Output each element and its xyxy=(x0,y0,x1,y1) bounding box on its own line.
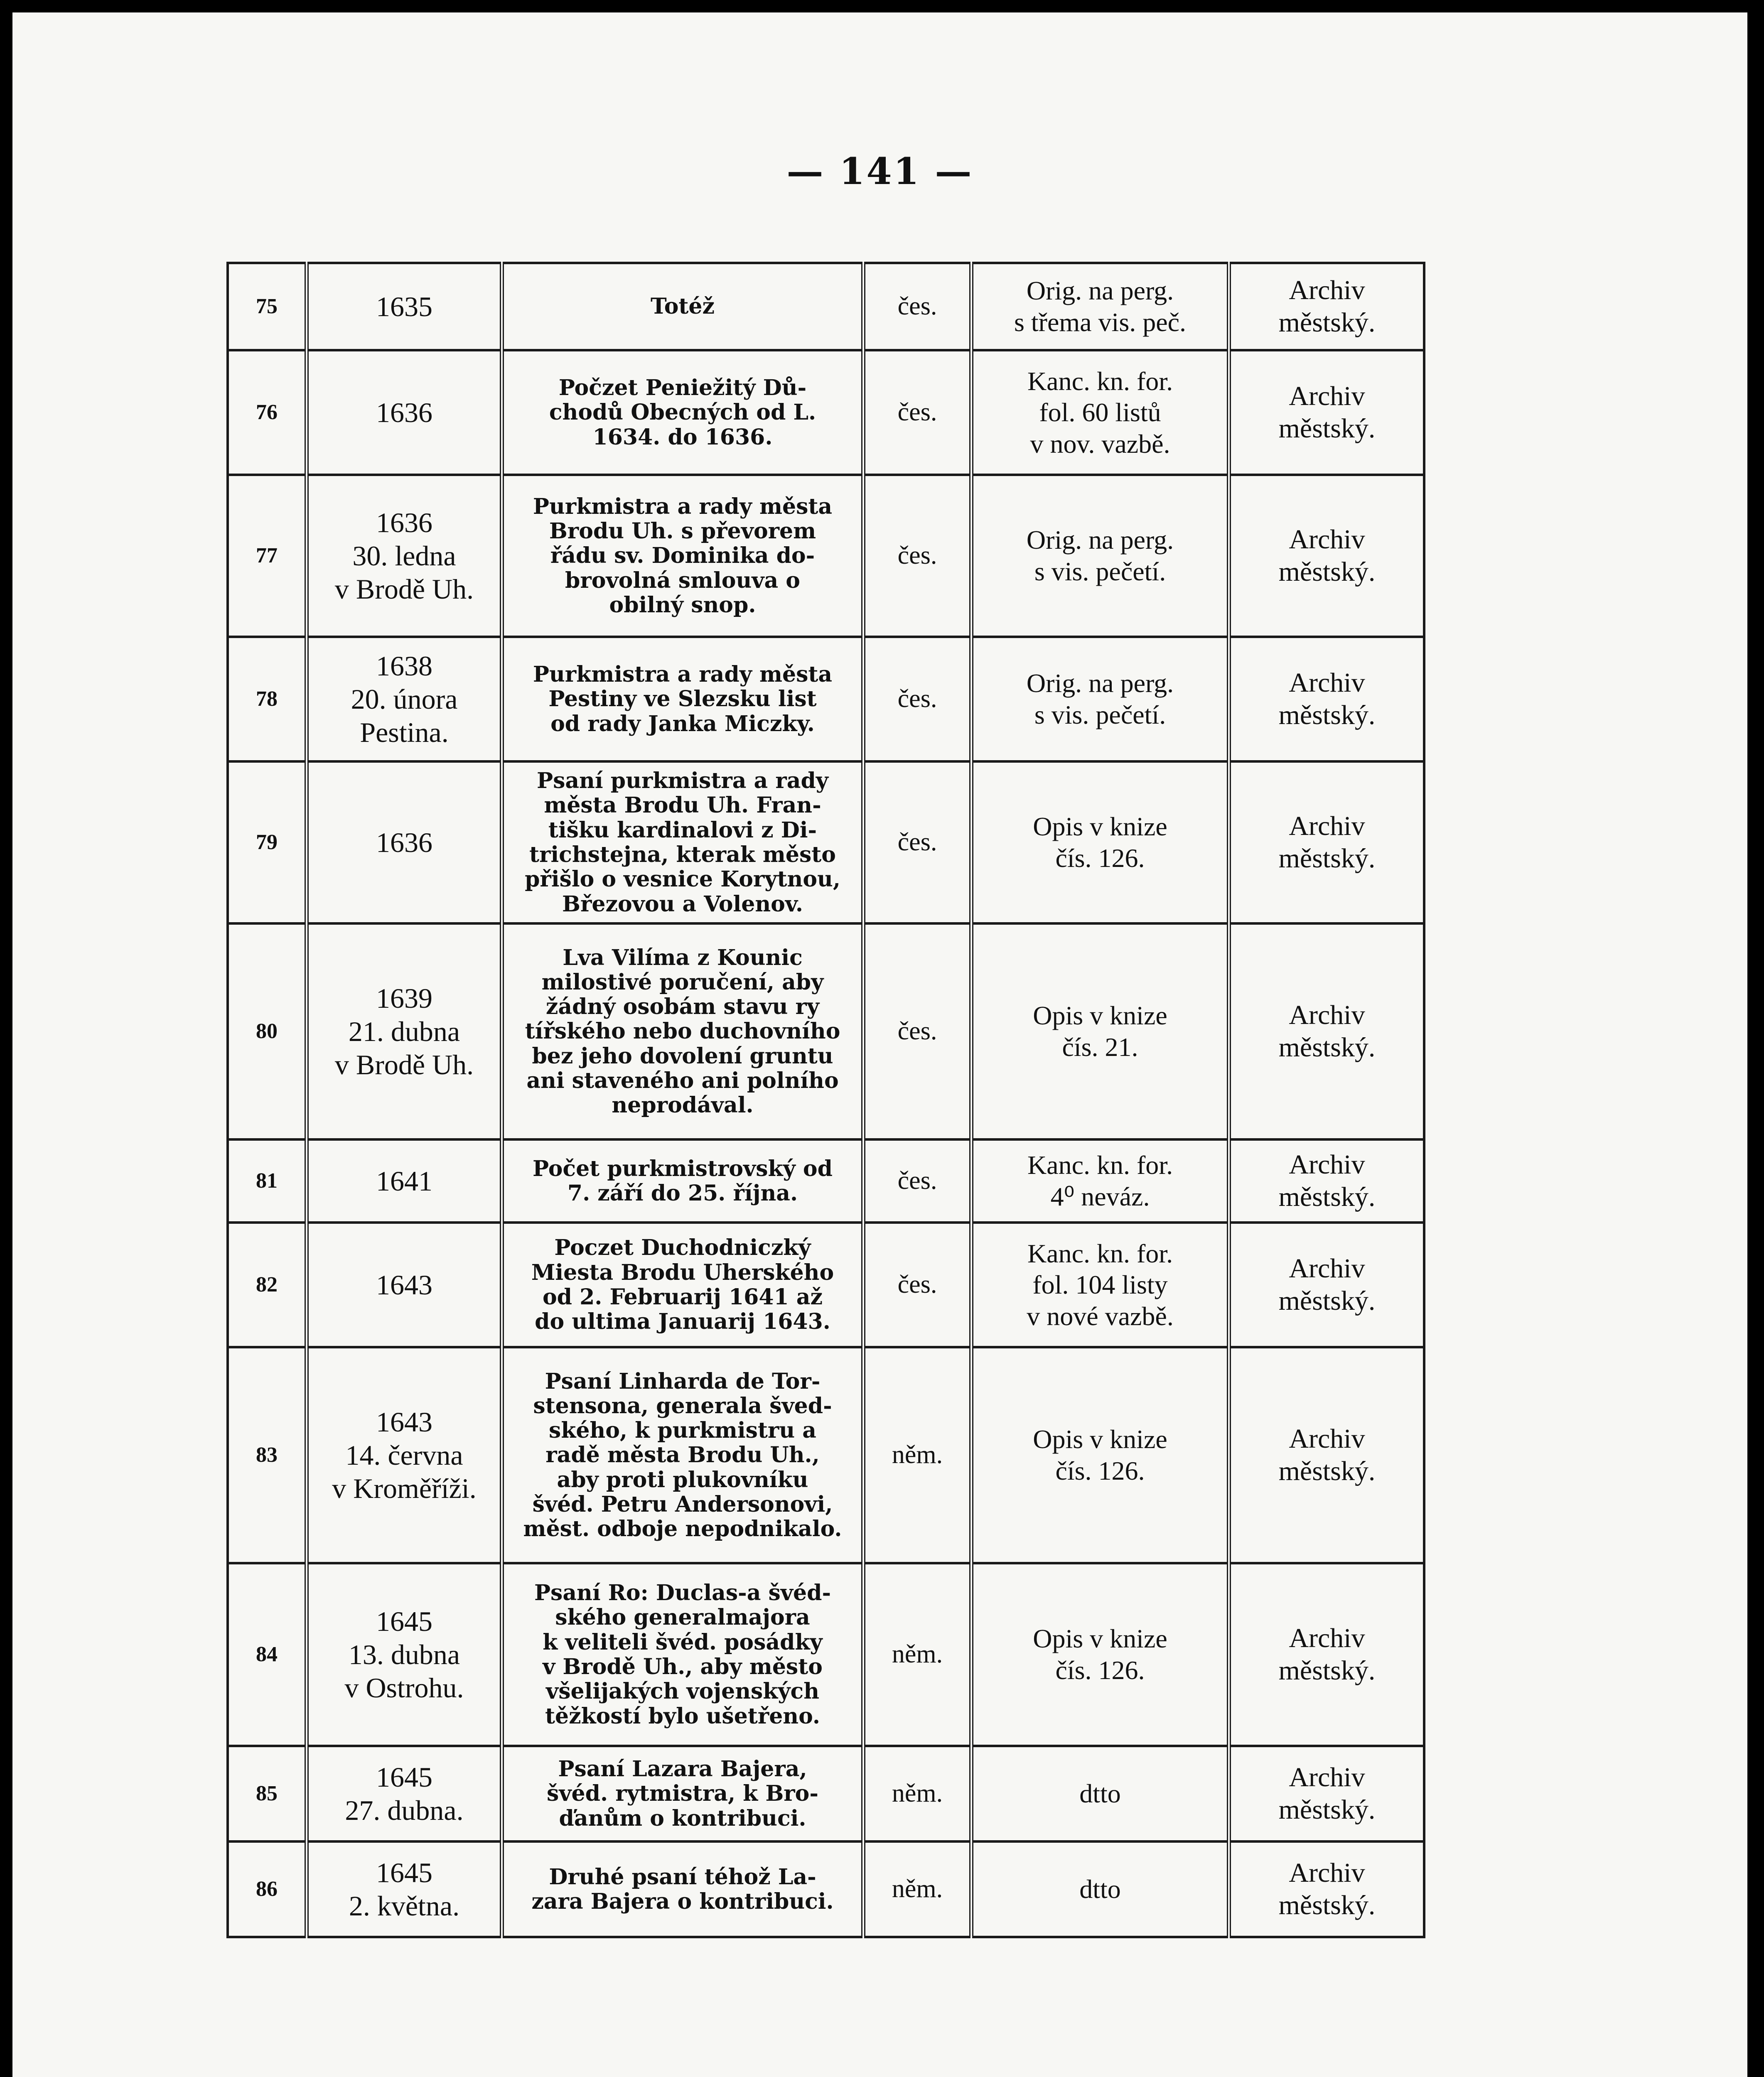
entry-location: Archiv městský. xyxy=(1229,761,1424,923)
table-row xyxy=(228,350,1424,475)
entry-language: něm. xyxy=(863,1841,971,1937)
entry-subject: Poczet Duchodniczký Miesta Brodu Uherského od 2. Februarij 1641 až do ultima Januarij 1643. xyxy=(502,1223,863,1347)
entry-location: Archiv městský. xyxy=(1229,475,1424,637)
entry-description: Opis v knize čís. 21. xyxy=(971,923,1229,1139)
entry-description: dtto xyxy=(971,1746,1229,1841)
entry-date: 1636 xyxy=(307,350,502,475)
entry-subject: Lva Vilíma z Kounic milostivé poručení, aby žádný osobám stavu ry tířského nebo duchovního bez jeho dovolení gruntu ani staveného ani polního neprodával. xyxy=(502,923,863,1139)
entry-language: něm. xyxy=(863,1746,971,1841)
table-row xyxy=(228,1841,1424,1937)
entry-number: 82 xyxy=(228,1223,307,1347)
entry-location: Archiv městský. xyxy=(1229,1841,1424,1937)
entry-subject: Psaní Ro: Duclas-a švéd- ského generalmajora k veliteli švéd. posádky v Brodě Uh., aby město všelijakých vojenských těžkostí bylo ušetřeno. xyxy=(502,1563,863,1746)
register-body xyxy=(228,263,1424,1937)
entry-number: 77 xyxy=(228,475,307,637)
entry-subject: Druhé psaní téhož La- zara Bajera o kontribuci. xyxy=(502,1841,863,1937)
entry-date: 1641 xyxy=(307,1139,502,1223)
entry-description: Opis v knize čís. 126. xyxy=(971,761,1229,923)
table-row xyxy=(228,1139,1424,1223)
entry-location: Archiv městský. xyxy=(1229,923,1424,1139)
entry-description: Orig. na perg. s vis. pečetí. xyxy=(971,475,1229,637)
entry-description: Opis v knize čís. 126. xyxy=(971,1347,1229,1563)
entry-language: něm. xyxy=(863,1563,971,1746)
table-row xyxy=(228,1563,1424,1746)
entry-date: 1638 20. února Pestina. xyxy=(307,637,502,761)
entry-subject: Purkmistra a rady města Pestiny ve Slezsku list od rady Janka Miczky. xyxy=(502,637,863,761)
entry-number: 85 xyxy=(228,1746,307,1841)
entry-language: čes. xyxy=(863,637,971,761)
entry-subject: Psaní Lazara Bajera, švéd. rytmistra, k Bro- ďanům o kontribuci. xyxy=(502,1746,863,1841)
entry-language: čes. xyxy=(863,350,971,475)
entry-description: Orig. na perg. s třema vis. peč. xyxy=(971,263,1229,350)
entry-date: 1636 xyxy=(307,761,502,923)
entry-location: Archiv městský. xyxy=(1229,1563,1424,1746)
entry-language: čes. xyxy=(863,1139,971,1223)
entry-description: Orig. na perg. s vis. pečetí. xyxy=(971,637,1229,761)
entry-language: čes. xyxy=(863,761,971,923)
entry-date: 1645 13. dubna v Ostrohu. xyxy=(307,1563,502,1746)
entry-subject: Psaní purkmistra a rady města Brodu Uh. Fran- tišku kardinalovi z Di- trichstejna, kterak město přišlo o vesnice Korytnou, Březovou a Volenov. xyxy=(502,761,863,923)
entry-number: 84 xyxy=(228,1563,307,1746)
table-row xyxy=(228,1347,1424,1563)
entry-subject: Počzet Peniežitý Dů- chodů Obecných od L. 1634. do 1636. xyxy=(502,350,863,475)
entry-subject: Purkmistra a rady města Brodu Uh. s převorem řádu sv. Dominika do- brovolná smlouva o obilný snop. xyxy=(502,475,863,637)
entry-subject: Totéž xyxy=(502,263,863,350)
entry-language: něm. xyxy=(863,1347,971,1563)
entry-number: 79 xyxy=(228,761,307,923)
entry-subject: Počet purkmistrovský od 7. září do 25. října. xyxy=(502,1139,863,1223)
entry-number: 81 xyxy=(228,1139,307,1223)
entry-date: 1635 xyxy=(307,263,502,350)
table-row xyxy=(228,923,1424,1139)
entry-date: 1636 30. ledna v Brodě Uh. xyxy=(307,475,502,637)
entry-location: Archiv městský. xyxy=(1229,1746,1424,1841)
entry-number: 75 xyxy=(228,263,307,350)
entry-location: Archiv městský. xyxy=(1229,637,1424,761)
table-row xyxy=(228,475,1424,637)
entry-number: 76 xyxy=(228,350,307,475)
entry-language: čes. xyxy=(863,1223,971,1347)
entry-location: Archiv městský. xyxy=(1229,1223,1424,1347)
entry-description: Kanc. kn. for. fol. 60 listů v nov. vazbě. xyxy=(971,350,1229,475)
entry-language: čes. xyxy=(863,923,971,1139)
entry-description: Opis v knize čís. 126. xyxy=(971,1563,1229,1746)
entry-location: Archiv městský. xyxy=(1229,1347,1424,1563)
table-row xyxy=(228,1746,1424,1841)
document-register-table xyxy=(226,262,1425,1938)
entry-description: Kanc. kn. for. 4⁰ neváz. xyxy=(971,1139,1229,1223)
entry-number: 78 xyxy=(228,637,307,761)
table-row xyxy=(228,761,1424,923)
entry-date: 1639 21. dubna v Brodě Uh. xyxy=(307,923,502,1139)
entry-number: 86 xyxy=(228,1841,307,1937)
entry-location: Archiv městský. xyxy=(1229,263,1424,350)
entry-date: 1645 2. května. xyxy=(307,1841,502,1937)
page-number: — 141 — xyxy=(786,150,973,193)
entry-description: dtto xyxy=(971,1841,1229,1937)
entry-language: čes. xyxy=(863,263,971,350)
entry-subject: Psaní Linharda de Tor- stensona, generala šved- ského, k purkmistru a radě města Brodu Uh., aby proti plukovníku švéd. Petru Andersonovi, měst. odboje nepodnikalo. xyxy=(502,1347,863,1563)
entry-date: 1643 14. června v Kroměříži. xyxy=(307,1347,502,1563)
page-sheet xyxy=(12,12,1747,2077)
table-row xyxy=(228,1223,1424,1347)
entry-date: 1645 27. dubna. xyxy=(307,1746,502,1841)
entry-language: čes. xyxy=(863,475,971,637)
entry-number: 83 xyxy=(228,1347,307,1563)
entry-description: Kanc. kn. for. fol. 104 listy v nové vazbě. xyxy=(971,1223,1229,1347)
entry-number: 80 xyxy=(228,923,307,1139)
entry-date: 1643 xyxy=(307,1223,502,1347)
entry-location: Archiv městský. xyxy=(1229,1139,1424,1223)
table-row xyxy=(228,263,1424,350)
entry-location: Archiv městský. xyxy=(1229,350,1424,475)
table-row xyxy=(228,637,1424,761)
